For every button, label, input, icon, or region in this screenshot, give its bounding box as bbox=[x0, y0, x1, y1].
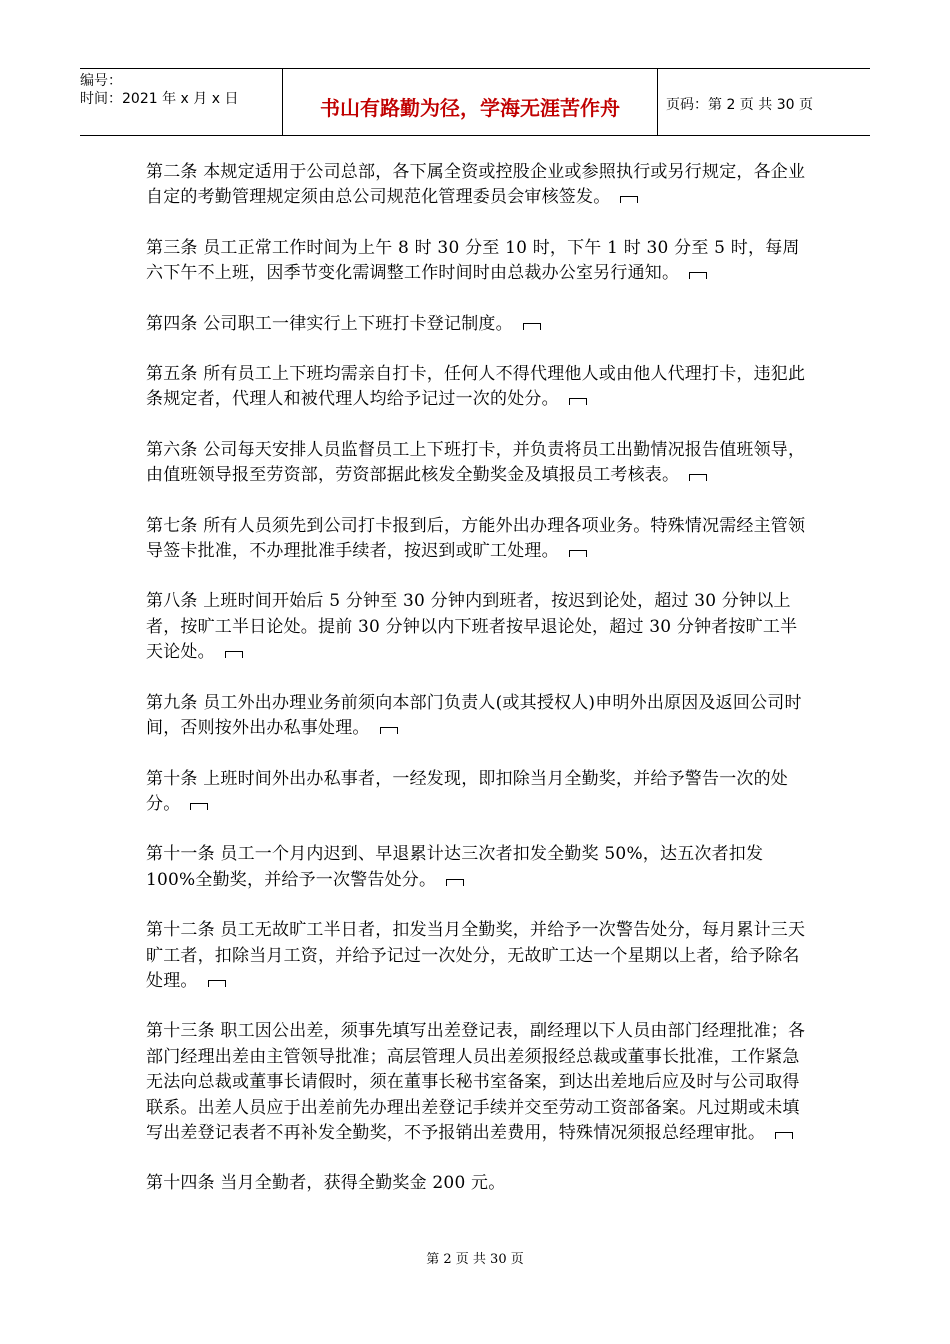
paragraph-mark-icon bbox=[569, 550, 587, 557]
header-motto: 书山有路勤为径，学海无涯苦作舟 bbox=[283, 69, 658, 135]
article-5: 第五条 所有员工上下班均需亲自打卡，任何人不得代理他人或由他人代理打卡，违犯此条规定者，代理人和被代理人均给予记过一次的处分。 bbox=[146, 364, 806, 410]
header-page-info: 页码：第 2 页 共 30 页 bbox=[666, 97, 813, 113]
article-11: 第十一条 员工一个月内迟到、早退累计达三次者扣发全勤奖 50%，达五次者扣发 100%全勤奖，并给予一次警告处分。 bbox=[146, 844, 764, 890]
paragraph-mark-icon bbox=[225, 651, 243, 658]
paragraph-mark-icon bbox=[569, 398, 587, 405]
paragraph-mark-icon bbox=[620, 196, 638, 203]
paragraph-mark-icon bbox=[689, 474, 707, 481]
document-body bbox=[146, 160, 810, 1222]
article-4: 第四条 公司职工一律实行上下班打卡登记制度。 bbox=[146, 312, 810, 337]
article-12: 第十二条 员工无故旷工半日者，扣发当月全勤奖，并给予一次警告处分，每月累计三天旷工者，扣除当月工资，并给予记过一次处分，无故旷工达一个星期以上者，给予除名处理。 bbox=[146, 920, 806, 991]
article-9: 第九条 员工外出办理业务前须向本部门负责人(或其授权人)申明外出原因及返回公司时间，否则按外出办私事处理。 bbox=[146, 692, 802, 739]
paragraph-mark-icon bbox=[446, 879, 464, 886]
article-14: 第十四条 当月全勤者，获得全勤奖金 200 元。 bbox=[146, 1173, 506, 1194]
page-footer: 第 2 页 共 30 页 bbox=[426, 1252, 524, 1267]
document-number-label: 编号： bbox=[80, 73, 122, 89]
article-2: 第二条 本规定适用于公司总部，各下属全资或控股企业或参照执行或另行规定，各企业自定的考勤管理规定须由总公司规范化管理委员会审核签发。 bbox=[146, 162, 806, 208]
article-3: 第三条 员工正常工作时间为上午 8 时 30 分至 10 时，下午 1 时 30 分至 5 时，每周六下午不上班，因季节变化需调整工作时间时由总裁办公室另行通知。 bbox=[146, 237, 800, 284]
page-header bbox=[80, 68, 870, 136]
article-8: 第八条 上班时间开始后 5 分钟至 30 分钟内到班者，按迟到论处，超过 30 分钟以上者，按旷工半日论处。提前 30 分钟以内下班者按早退论处，超过 30 分钟者按旷工半天论处。 bbox=[146, 591, 798, 663]
paragraph-mark-icon bbox=[190, 803, 208, 810]
article-6: 第六条 公司每天安排人员监督员工上下班打卡，并负责将员工出勤情况报告值班领导，由值班领导报至劳资部，劳资部据此核发全勤奖金及填报员工考核表。 bbox=[146, 439, 806, 486]
document-date: 时间：2021 年 x 月 x 日 bbox=[80, 91, 239, 107]
header-meta bbox=[80, 69, 283, 135]
article-13: 第十三条 职工因公出差，须事先填写出差登记表，副经理以下人员由部门经理批准；各部门经理出差由主管领导批准；高层管理人员出差须报经总裁或董事长批准，工作紧急无法向总裁或董事长请假时，须在董事长秘书室备案，到达出差地后应及时与公司取得联系。出差人员应于出差前先办理出差登记手续并交至劳动工资部备案。凡过期或未填写出差登记表者不再补发全勤奖，不予报销出差费用，特殊情况须报总经理审批。 bbox=[146, 1021, 806, 1143]
paragraph-mark-icon bbox=[380, 727, 398, 734]
article-7: 第七条 所有人员须先到公司打卡报到后，方能外出办理各项业务。特殊情况需经主管领导签卡批准，不办理批准手续者，按迟到或旷工处理。 bbox=[146, 515, 806, 562]
paragraph-mark-icon bbox=[208, 980, 226, 987]
paragraph-mark-icon bbox=[775, 1132, 793, 1139]
paragraph-mark-icon bbox=[523, 323, 541, 330]
article-10: 第十条 上班时间外出办私事者，一经发现，即扣除当月全勤奖，并给予警告一次的处分。 bbox=[146, 768, 789, 814]
paragraph-mark-icon bbox=[689, 272, 707, 279]
